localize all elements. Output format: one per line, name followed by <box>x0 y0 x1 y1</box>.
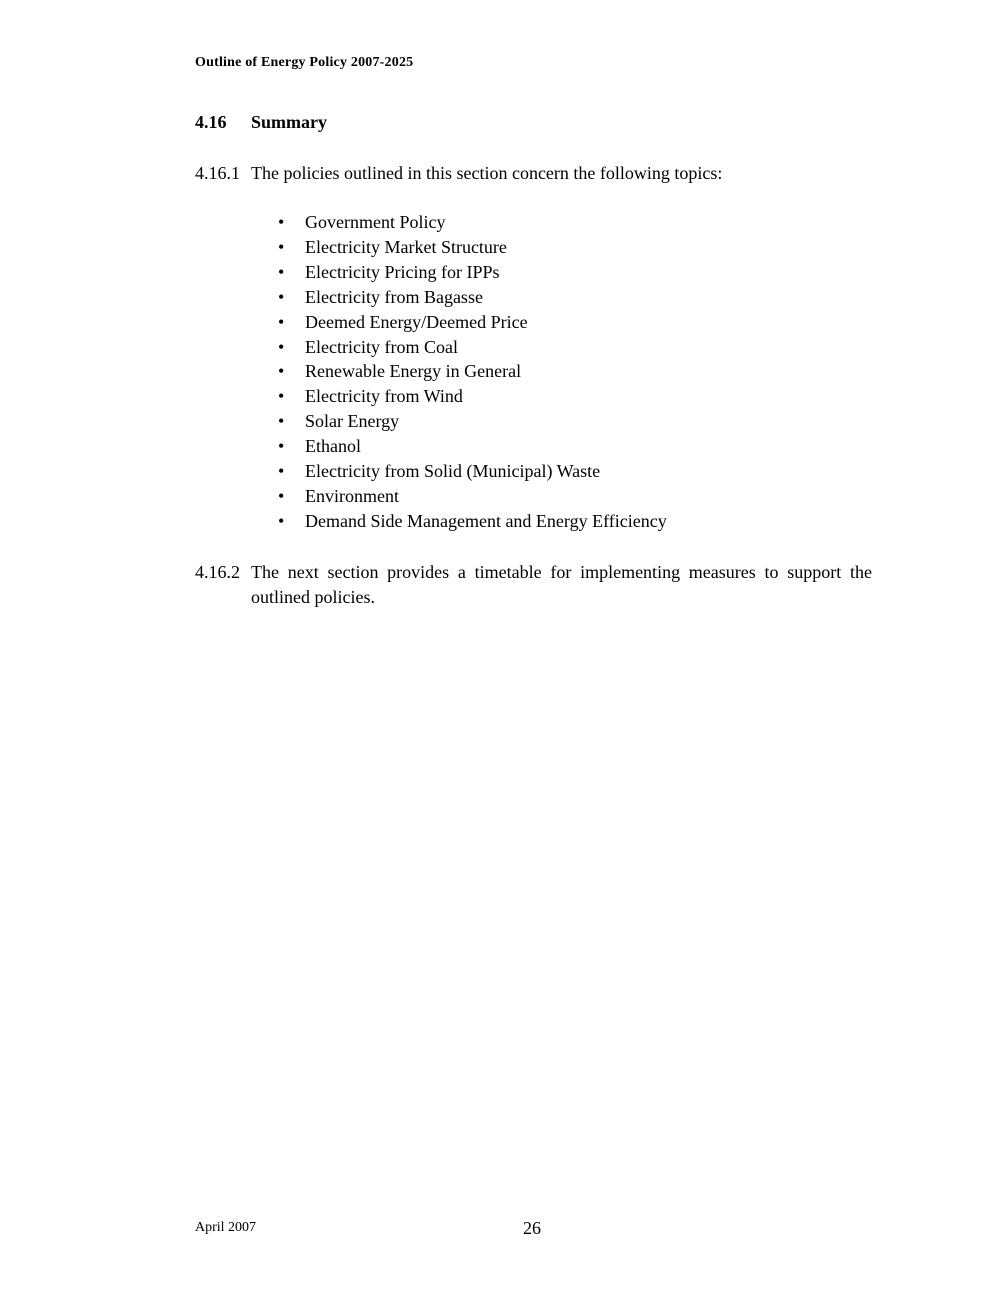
section-heading <box>195 112 327 133</box>
list-item-text: Government Policy <box>305 212 446 232</box>
bullet-icon: • <box>278 461 285 482</box>
bullet-icon: • <box>278 212 285 232</box>
list-item-text: Environment <box>305 485 399 506</box>
section-title: Summary <box>251 112 327 132</box>
paragraph-number: 4.16.2 <box>195 562 240 582</box>
paragraph-4-16-2 <box>195 560 872 610</box>
bullet-icon: • <box>278 436 285 457</box>
bullet-icon: • <box>278 485 285 506</box>
list-item-text: Electricity from Solid (Municipal) Waste <box>305 461 601 482</box>
bullet-icon: • <box>278 286 285 307</box>
list-item-text: Electricity Market Structure <box>305 236 507 257</box>
list-item-text: Electricity from Bagasse <box>305 286 483 307</box>
list-item <box>278 210 667 235</box>
bullet-icon: • <box>278 361 285 382</box>
list-item <box>278 484 667 509</box>
list-item-text: Ethanol <box>305 436 361 457</box>
list-item <box>278 260 667 285</box>
bullet-icon: • <box>278 510 285 531</box>
footer-date: April 2007 <box>195 1220 257 1235</box>
paragraph-number: 4.16.1 <box>195 163 240 183</box>
list-item <box>278 459 667 484</box>
list-item <box>278 285 667 310</box>
list-item-text: Demand Side Management and Energy Efficiency <box>305 510 667 531</box>
bullet-icon: • <box>278 236 285 257</box>
topic-list <box>278 210 667 534</box>
bullet-icon: • <box>278 336 285 357</box>
list-item <box>278 235 667 260</box>
list-item <box>278 434 667 459</box>
running-header: Outline of Energy Policy 2007-2025 <box>195 55 414 70</box>
bullet-icon: • <box>278 261 285 282</box>
list-item <box>278 384 667 409</box>
list-item-text: Electricity from Wind <box>305 386 463 407</box>
bullet-icon: • <box>278 386 285 407</box>
list-item-text: Renewable Energy in General <box>305 361 522 382</box>
list-item-text: Electricity from Coal <box>305 336 458 357</box>
list-item <box>278 409 667 434</box>
bullet-icon: • <box>278 411 285 432</box>
paragraph-text: The next section provides a timetable for implementing measures to support the outlined policies. <box>251 562 872 607</box>
paragraph-4-16-1 <box>195 161 872 186</box>
list-item-text: Solar Energy <box>305 411 400 432</box>
list-item <box>278 509 667 534</box>
page-number: 26 <box>523 1218 541 1238</box>
list-item <box>278 310 667 335</box>
list-item-text: Deemed Energy/Deemed Price <box>305 311 528 332</box>
section-number: 4.16 <box>195 112 227 132</box>
list-item-text: Electricity Pricing for IPPs <box>305 261 500 282</box>
list-item <box>278 335 667 360</box>
list-item <box>278 359 667 384</box>
bullet-icon: • <box>278 311 285 332</box>
paragraph-text: The policies outlined in this section concern the following topics: <box>251 163 723 183</box>
